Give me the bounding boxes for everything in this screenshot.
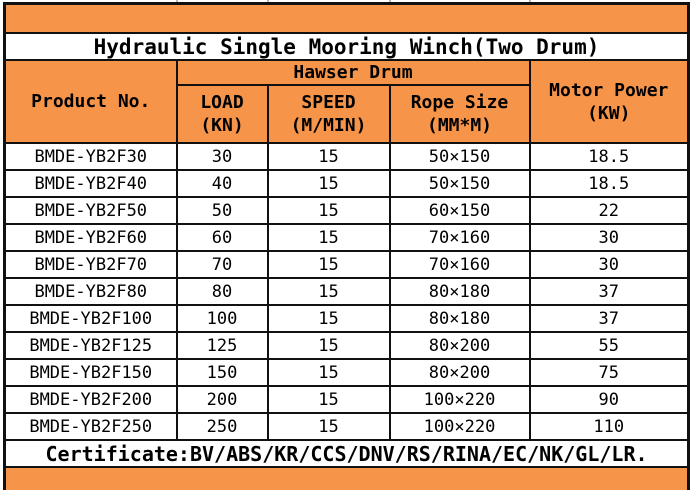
load-cell: 100 (177, 305, 268, 332)
motor-power-cell: 30 (530, 251, 689, 278)
table-row (5, 440, 689, 467)
column-header-speed (268, 85, 390, 143)
table-title: Hydraulic Single Mooring Winch(Two Drum) (5, 33, 689, 60)
load-cell: 125 (177, 332, 268, 359)
speed-cell: 15 (268, 332, 390, 359)
product-no-cell: BMDE-YB2F150 (5, 359, 177, 386)
product-no-cell: BMDE-YB2F125 (5, 332, 177, 359)
table-row (5, 386, 689, 413)
bottom-orange-banner (5, 467, 689, 490)
table-row (5, 278, 689, 305)
speed-cell: 15 (268, 143, 390, 170)
rope-size-cell: 80×180 (390, 305, 530, 332)
speed-cell: 15 (268, 251, 390, 278)
table-row (5, 224, 689, 251)
table-row (5, 305, 689, 332)
product-no-cell: BMDE-YB2F30 (5, 143, 177, 170)
column-header-load-line2: (KN) (200, 115, 244, 136)
table-row (5, 359, 689, 386)
column-header-load-line1: LOAD (200, 92, 244, 113)
load-cell: 50 (177, 197, 268, 224)
motor-power-cell: 18.5 (530, 170, 689, 197)
motor-power-cell: 30 (530, 224, 689, 251)
column-header-load (177, 85, 268, 143)
product-no-cell: BMDE-YB2F80 (5, 278, 177, 305)
load-cell: 150 (177, 359, 268, 386)
table-row (5, 332, 689, 359)
column-header-rope-size-line1: Rope Size (410, 92, 509, 113)
column-header-product-no: Product No. (5, 60, 177, 143)
product-no-cell: BMDE-YB2F70 (5, 251, 177, 278)
product-no-cell: BMDE-YB2F40 (5, 170, 177, 197)
product-no-cell: BMDE-YB2F250 (5, 413, 177, 440)
table-row (5, 170, 689, 197)
motor-power-cell: 90 (530, 386, 689, 413)
motor-power-cell: 37 (530, 305, 689, 332)
motor-power-cell: 55 (530, 332, 689, 359)
load-cell: 80 (177, 278, 268, 305)
table-row (5, 413, 689, 440)
spec-table (3, 2, 690, 490)
table-row (5, 4, 689, 34)
column-group-header-hawser-drum: Hawser Drum (177, 60, 530, 85)
rope-size-cell: 70×160 (390, 224, 530, 251)
load-cell: 250 (177, 413, 268, 440)
speed-cell: 15 (268, 386, 390, 413)
rope-size-cell: 50×150 (390, 170, 530, 197)
speed-cell: 15 (268, 170, 390, 197)
rope-size-cell: 80×200 (390, 359, 530, 386)
speed-cell: 15 (268, 413, 390, 440)
motor-power-cell: 37 (530, 278, 689, 305)
column-header-motor-power-line2: (KW) (587, 102, 631, 124)
motor-power-cell: 18.5 (530, 143, 689, 170)
product-no-cell: BMDE-YB2F100 (5, 305, 177, 332)
motor-power-cell: 110 (530, 413, 689, 440)
column-header-motor-power-line1: Motor Power (549, 79, 669, 101)
table-row (5, 467, 689, 490)
certificate-note: Certificate:BV/ABS/KR/CCS/DNV/RS/RINA/EC/NK/GL/LR. (5, 440, 689, 467)
speed-cell: 15 (268, 224, 390, 251)
speed-cell: 15 (268, 359, 390, 386)
motor-power-cell: 75 (530, 359, 689, 386)
speed-cell: 15 (268, 305, 390, 332)
product-no-cell: BMDE-YB2F50 (5, 197, 177, 224)
column-header-speed-line1: SPEED (301, 92, 356, 113)
motor-power-cell: 22 (530, 197, 689, 224)
load-cell: 60 (177, 224, 268, 251)
table-row (5, 60, 689, 85)
load-cell: 70 (177, 251, 268, 278)
table-row (5, 33, 689, 60)
load-cell: 40 (177, 170, 268, 197)
top-orange-banner (5, 4, 689, 34)
speed-cell: 15 (268, 197, 390, 224)
rope-size-cell: 80×180 (390, 278, 530, 305)
speed-cell: 15 (268, 278, 390, 305)
column-header-speed-line2: (M/MIN) (290, 115, 367, 136)
rope-size-cell: 80×200 (390, 332, 530, 359)
load-cell: 200 (177, 386, 268, 413)
product-no-cell: BMDE-YB2F60 (5, 224, 177, 251)
rope-size-cell: 60×150 (390, 197, 530, 224)
table-row (5, 251, 689, 278)
column-header-rope-size-line2: (MM*M) (426, 115, 493, 136)
rope-size-cell: 100×220 (390, 413, 530, 440)
rope-size-cell: 100×220 (390, 386, 530, 413)
product-no-cell: BMDE-YB2F200 (5, 386, 177, 413)
rope-size-cell: 70×160 (390, 251, 530, 278)
column-header-motor-power (530, 60, 689, 143)
column-header-rope-size (390, 85, 530, 143)
load-cell: 30 (177, 143, 268, 170)
table-row (5, 143, 689, 170)
rope-size-cell: 50×150 (390, 143, 530, 170)
table-row (5, 197, 689, 224)
